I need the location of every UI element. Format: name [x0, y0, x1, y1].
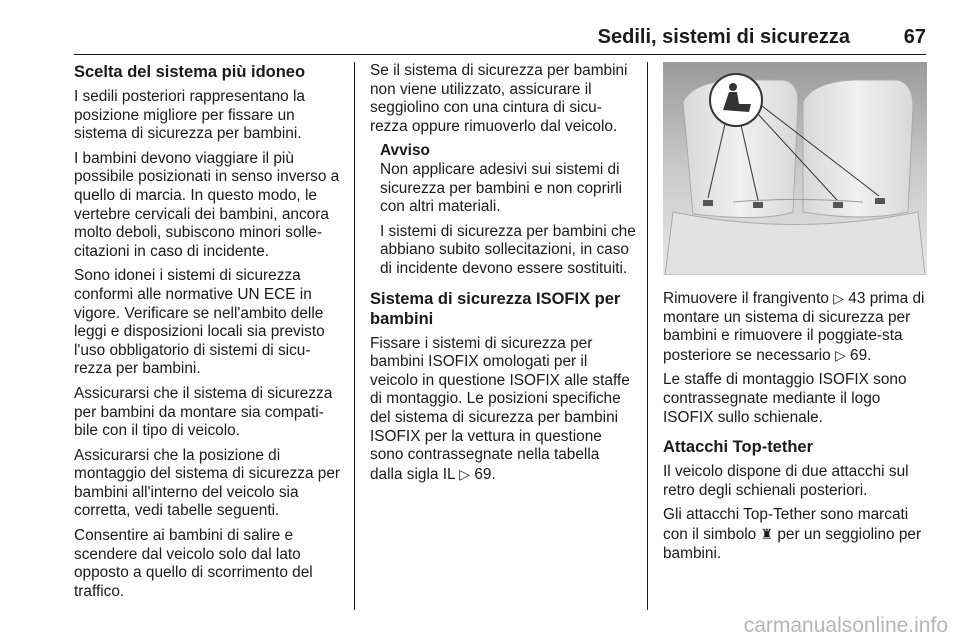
paragraph-text: prima di montare un sistema di sicurezza per bambini e rimuovere il poggiate-sta posteriore se necessario: [663, 290, 925, 364]
page-reference[interactable]: 69.: [474, 465, 496, 483]
paragraph: Consentire ai bambini di salire e scendere dal veicolo solo dal lato opposto a quello di scorrimento del traffico.: [74, 527, 313, 600]
note-title: Avviso: [380, 142, 430, 160]
paragraph-text: Rimuovere il frangivento: [663, 290, 829, 307]
paragraph-text: per un seggiolino per bambini.: [663, 525, 922, 562]
watermark: carmanualsonline.info: [743, 614, 948, 637]
paragraph: Assicurarsi che la posizione di montaggio del sistema di sicurezza per bambini all'interno del veicolo sia corretta, vedi tabelle seguenti.: [74, 446, 341, 520]
section-title: Sedili, sistemi di sicurezza: [597, 26, 850, 48]
triangle-reference-icon: ▷: [459, 465, 471, 482]
column-left: [74, 62, 346, 607]
child-seat-icon: ♜: [760, 525, 774, 542]
column-middle: [370, 62, 636, 490]
note-box: [370, 142, 636, 278]
paragraph-isofix: [370, 335, 636, 485]
paragraph: Assicurarsi che il sistema di sicurezza per bambini da montare sia compati-bile con il tipo di veicolo.: [74, 384, 333, 440]
triangle-reference-icon: ▷: [834, 346, 846, 363]
triangle-reference-icon: ▷: [833, 290, 845, 306]
column-divider: [647, 62, 648, 610]
column-right: [663, 62, 927, 569]
paragraph: Se il sistema di sicurezza per bambini non viene utilizzato, assicurare il seggiolino con una cintura di sicu-rezza oppure rimuoverlo dal veicolo.: [370, 62, 628, 135]
paragraph: Sono idonei i sistemi di sicurezza conformi alle normative UN ECE in vigore. Verificare se nell'ambito delle leggi e disposizioni locali sia previsto l'uso obbligatorio di sistemi di sicu-rezza per bambini.: [74, 267, 325, 378]
page-header: [74, 24, 926, 55]
paragraph-text: Gli attacchi Top-Tether sono marcati con il simbolo: [663, 506, 909, 543]
isofix-seat-illustration: [663, 62, 927, 275]
note-paragraph: Non applicare adesivi sui sistemi di sicurezza per bambini e non coprirli con altri materiali.: [380, 160, 623, 216]
paragraph-remove: [663, 289, 927, 365]
paragraph-symbol: [663, 506, 927, 563]
paragraph: I bambini devono viaggiare il più possibile posizionati in senso inverso a quello di marcia. In questo modo, le vertebre cervicali dei bambini, ancora molto deboli, subiscono minori solle-citazioni in caso di incidente.: [74, 149, 340, 260]
paragraph: Le staffe di montaggio ISOFIX sono contrassegnate mediante il logo ISOFIX sullo schienale.: [663, 371, 907, 426]
paragraph: I sedili posteriori rappresentano la posizione migliore per fissare un sistema di sicurezza per bambini.: [74, 88, 305, 143]
heading-choose-system: Scelta del sistema più idoneo: [74, 63, 306, 81]
note-paragraph: I sistemi di sicurezza per bambini che abbiano subito sollecitazioni, in caso di incidente devono essere sostituiti.: [380, 222, 636, 277]
page-reference[interactable]: 43: [848, 290, 866, 307]
page-reference[interactable]: 69.: [850, 346, 872, 364]
paragraph: Il veicolo dispone di due attacchi sul retro degli schienali posteriori.: [663, 463, 909, 499]
column-divider: [354, 62, 355, 610]
paragraph-text: Fissare i sistemi di sicurezza per bambini ISOFIX omologati per il veicolo in questione ISOFIX alle staffe di montaggio. Le posizioni specifiche del sistema di sicurezza per bambini ISOFIX per la vettura in questione sono contrassegnate nella tabella dalla sigla IL: [370, 334, 630, 483]
heading-top-tether: Attacchi Top-tether: [663, 438, 814, 457]
heading-isofix: Sistema di sicurezza ISOFIX per bambini: [370, 289, 621, 328]
page-number: 67: [903, 26, 926, 48]
